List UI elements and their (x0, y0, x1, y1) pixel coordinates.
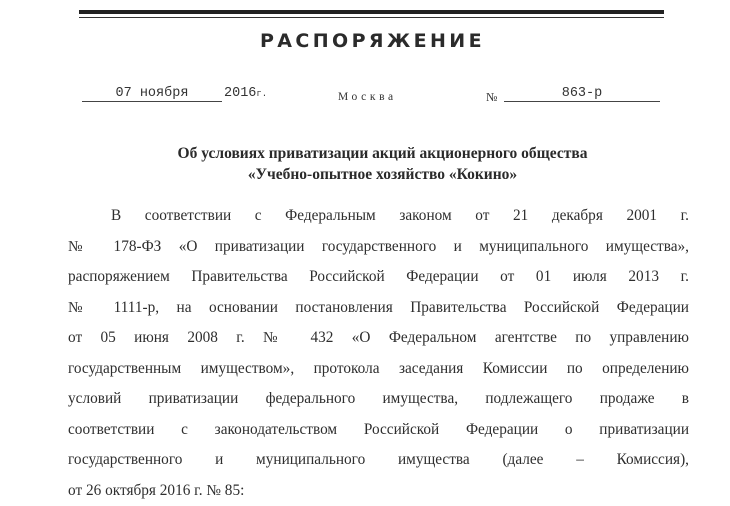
document-year-unit: г. (256, 89, 267, 99)
document-city: Москва (338, 91, 397, 103)
body-paragraph (68, 201, 689, 506)
body-line: условий приватизации федерального имущества, подлежащего продаже в (68, 384, 689, 415)
document-number-text: 863-р (562, 86, 603, 101)
document-number-label: № (486, 90, 497, 105)
document-date (82, 86, 222, 102)
document-number (504, 86, 660, 102)
body-line: распоряжением Правительства Российской Федерации от 01 июля 2013 г. (68, 262, 689, 293)
document-year-prefix: 20 (224, 86, 240, 101)
body-line: от 26 октября 2016 г. № 85: (68, 476, 689, 506)
header-rule-thick (79, 10, 664, 14)
body-line: № 178-ФЗ «О приватизации государственного и муниципального имущества», (68, 232, 689, 263)
header-rule-thin (79, 17, 664, 18)
document-date-text: 07 ноября (116, 86, 189, 101)
body-line: от 05 июня 2008 г. № 432 «О Федеральном агентстве по управлению (68, 323, 689, 354)
body-line: № 1111-р, на основании постановления Правительства Российской Федерации (68, 293, 689, 324)
body-line: соответствии с законодательством Российской Федерации о приватизации (68, 415, 689, 446)
body-line: В соответствии с Федеральным законом от 21 декабря 2001 г. (68, 201, 689, 232)
document-year (224, 86, 267, 101)
document-year-suffix: 16 (240, 86, 256, 101)
subject-line-2: «Учебно-опытное хозяйство «Кокино» (0, 164, 730, 185)
body-line: государственного и муниципального имущества (далее – Комиссия), (68, 445, 689, 476)
document-title: РАСПОРЯЖЕНИЕ (0, 30, 730, 52)
body-line: государственным имуществом», протокола заседания Комиссии по определению (68, 354, 689, 385)
document-subject (0, 143, 730, 185)
subject-line-1: Об условиях приватизации акций акционерного общества (0, 143, 730, 164)
